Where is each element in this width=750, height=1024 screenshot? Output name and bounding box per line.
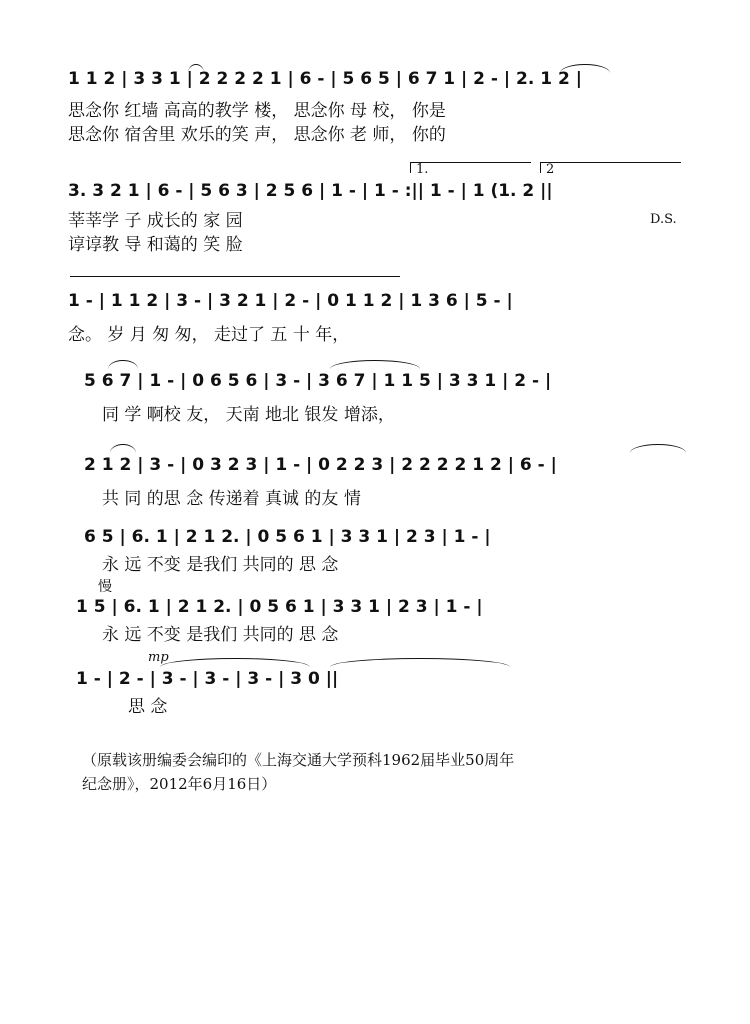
lyric-line-1 [68,488,688,510]
lyric-line-1 [68,100,688,122]
notation-line [68,526,688,552]
volta-label: 2 [546,162,555,177]
caption-line: （原载该册编委会编印的《上海交通大学预科1962届毕业50周年 [82,751,515,769]
slur [330,360,420,369]
notation-line [68,370,688,396]
lyric-text: 同 学 啊校 友， 天南 地北 银发 增添， [102,405,395,425]
lyric-text: 思念你 红墙 高高的教学 楼， 思念你 母 校， 你是 [68,101,446,121]
dynamic-marking: mp [148,650,169,665]
lyric-line-2 [68,124,688,146]
slur [188,64,204,73]
lyric-text: 谆谆教 导 和蔼的 笑 脸 [68,235,243,255]
lyric-line-1 [68,210,688,232]
caption-line: 纪念册》，2012年6月16日） [82,775,277,793]
lyric-text: 思念你 宿舍里 欢乐的笑 声， 思念你 老 师， 你的 [68,125,446,145]
lyric-text: 思 念 [128,697,168,717]
notes: 6 5 | 6. 1 | 2 1 2. | 0 5 6 1 | 3 3 1 | 2 3 | 1 - | [84,527,491,547]
slur [110,444,136,453]
lyric-line-2 [68,234,688,256]
lyric-text: 共 同 的思 念 传递着 真诚 的友 情 [102,489,361,509]
lyric-line-1 [68,324,688,346]
lyric-text: 永 远 不变 是我们 共同的 思 念 [102,555,339,575]
lyric-text: 永 远 不变 是我们 共同的 思 念 [102,625,339,645]
segno-bracket [70,276,400,277]
notation-line [68,180,688,206]
notes: 2 1 2 | 3 - | 0 3 2 3 | 1 - | 0 2 2 3 | 2 2 2 2 1 2 | 6 - | [84,455,557,475]
volta-bracket [540,162,681,173]
lyric-line-1 [68,696,688,718]
lyric-text: 念。 岁 月 匆 匆， 走过了 五 十 年， [68,325,350,345]
lyric-line-1 [68,404,688,426]
notes: 5 6 7 | 1 - | 0 6 5 6 | 3 - | 3 6 7 | 1 1 5 | 3 3 1 | 2 - | [84,371,552,391]
lyric-line-1 [68,624,688,646]
notation-line [68,454,688,480]
slur [630,444,686,453]
lyric-line-1 [68,554,688,576]
source-caption [82,748,682,796]
slur [560,64,610,73]
slur [108,360,138,369]
notes: 1 5 | 6. 1 | 2 1 2. | 0 5 6 1 | 3 3 1 | 2 3 | 1 - | [76,597,483,617]
slur [330,658,510,667]
notes: 1 1 2 | 3 3 1 | 2 2 2 2 1 | 6 - | 5 6 5 | 6 7 1 | 2 - | 2. 1 2 | [68,69,582,89]
notes: 3. 3 2 1 | 6 - | 5 6 3 | 2 5 6 | 1 - | 1 - :|| 1 - | 1 (1. 2 || [68,181,553,201]
tempo-marking: 慢 [98,579,112,595]
notation-line [68,596,688,622]
notes: 1 - | 2 - | 3 - | 3 - | 3 - | 3 0 || [76,669,339,689]
volta-label: 1. [416,162,429,177]
notation-line [68,668,688,694]
notes: 1 - | 1 1 2 | 3 - | 3 2 1 | 2 - | 0 1 1 2 | 1 3 6 | 5 - | [68,291,513,311]
notation-line [68,290,688,316]
ds-marking: D.S. [650,212,677,227]
slur [160,658,310,667]
lyric-text: 莘莘学 子 成长的 家 园 [68,211,243,231]
